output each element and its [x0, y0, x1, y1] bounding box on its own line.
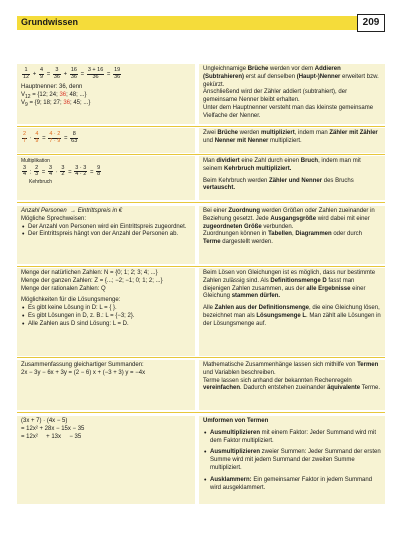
set-z: Menge der ganzen Zahlen: Z = {...; −2; −1; 0; 1; 2; ...} [21, 277, 163, 284]
list-item: • Der Eintrittspreis hängt von der Anzahl der Personen ab. [21, 231, 191, 239]
rule-panel: Zwei Brüche werden multipliziert, indem man Zähler mit Zähler und Nenner mit Nenner multipliziert. [199, 128, 385, 153]
label-multiplication: Multiplikation [21, 158, 50, 164]
multiples-9: $V_9 = \{9$; 18; 27; 36; 45; ...} [21, 100, 91, 109]
set-q: Menge der rationalen Zahlen: Q [21, 285, 106, 292]
example-panel: $\frac{2}{7}$ · $\frac{4}{9}$ = $\frac{4 \cdot 2}{7 \cdot 9}$ = $\frac{8}{63}$ [17, 128, 195, 153]
mapping-example: Anzahl Personen → Eintrittspreis in € [21, 208, 123, 214]
summary-title: Zusammenfassung gleichartiger Summanden: [21, 362, 144, 368]
list-item: • Es gibt Lösungen in D, z. B.: L = {−3; 2}. [21, 313, 191, 321]
rule-panel: Bei einer Zuordnung werden Größen oder Zahlen zueinander in Beziehung gesetzt. Jede Ausgangsgröße wird dabei mit einer zugeordneten Größe verbunden. Zuordnungen können in Tabellen, Diagrammen oder durch Terme dargestellt werden. [199, 206, 385, 264]
rule-panel [199, 416, 385, 504]
page-title: Grundwissen [21, 17, 79, 27]
fraction-division-formula: $\frac{3}{4}$ : $\frac{2}{3}$ = $\frac{3}{4}$ · $\frac{3}{2}$ = $\frac{3 \cdot 3}{4 \cdot 2}$ = $\frac{9}{8}$ [23, 164, 101, 177]
example-panel [17, 268, 195, 356]
summary-formula: 2x − 3y − 6x + 3y = (2 − 6) x + (−3 + 3) y = −4x [21, 369, 146, 376]
section-zuordnung [17, 206, 385, 264]
list-item: • Es gibt keine Lösung in D: L = { }. [21, 305, 191, 313]
page-number: 209 [357, 14, 385, 32]
speech-list [21, 224, 191, 240]
list-item: • Der Anzahl von Personen wird ein Eintrittspreis zugeordnet. [21, 224, 191, 232]
section-fraction-multiplication [17, 128, 385, 153]
list-item: • Alle Zahlen aus D sind Lösung: L = D. [21, 321, 191, 329]
solution-intro: Möglichkeiten für die Lösungsmenge: [21, 297, 121, 304]
rule-panel: Man dividiert eine Zahl durch einen Bruch, indem man mit seinem Kehrbruch multipliziert. Beim Kehrbruch werden Zähler und Nenner des Bruchs vertauscht. [199, 156, 385, 200]
example-panel [17, 64, 195, 124]
fraction-addition-formula: $\frac{1}{12}$ + $\frac{4}{9}$ = $\frac{3}{36}$ + $\frac{16}{36}$ = $\frac{3 + 16}{36}$ = $\frac{19}{36}$ [23, 67, 121, 80]
mapping-target: Eintrittspreis in € [77, 208, 123, 214]
example-panel [17, 156, 195, 200]
mapping-source: Anzahl Personen [21, 208, 67, 214]
section-sets [17, 268, 385, 356]
set-n: Menge der natürlichen Zahlen: N = {0; 1; 2; 3; 4; ...} [21, 270, 158, 276]
example-panel [17, 360, 195, 410]
label-reciprocal: Kehrbruch [29, 178, 53, 185]
hauptnenner-text: Hauptnenner: 36, denn [21, 84, 83, 90]
section-fraction-addition [17, 64, 385, 124]
multiples-12: $V_{12} = \{12$; 24; 36; 48; ...} [21, 91, 87, 100]
speech-intro: Mögliche Sprechweisen: [21, 215, 87, 222]
expand-title: Umformen von Termen [203, 418, 269, 424]
example-panel [17, 416, 195, 504]
expand-line-2: = 12x² + 28x − 15x − 35 [21, 425, 85, 432]
rule-panel: Beim Lösen von Gleichungen ist es möglich, dass nur bestimmte Zahlen zulässig sind. Als Definitionsmenge D fasst man diejenigen Zahlen zusammen, aus der alle Ergebnisse einer Gleichung stammen dürfen. Alle Zahlen aus der Definitionsmenge, die eine Gleichung lösen, bezeichnet man als Lösungsmenge L. Man zählt alle Lösungen in der Lösungsmenge auf. [199, 268, 385, 356]
solution-list [21, 305, 191, 328]
expand-list [203, 430, 381, 493]
page-header [17, 16, 385, 30]
section-terms [17, 360, 385, 410]
section-expanding [17, 416, 385, 504]
list-item: • Ausmultiplizieren mit einem Faktor: Jeder Summand wird mit dem Faktor multipliziert. [203, 430, 381, 446]
list-item: • Ausklammern: Ein gemeinsamer Faktor in jedem Summand wird ausgeklammert. [203, 477, 381, 493]
section-fraction-division [17, 156, 385, 200]
rule-panel: Ungleichnamige Brüche werden vor dem Addieren (Subtrahieren) erst auf denselben (Haupt-)Nenner erweitert bzw. gekürzt. Anschließend wird der Zähler addiert (subtrahiert), der gemeinsame Nenner bleibt erhalten. Unter dem Hauptnenner versteht man das kleinste gemeinsame Vielfache der Nenner. [199, 64, 385, 124]
rule-panel: Mathematische Zusammenhänge lassen sich mithilfe von Termen und Variablen beschreiben. Terme lassen sich anhand der bekannten Rechenregeln vereinfachen. Dadurch entstehen zueinander äquivalente Terme. [199, 360, 385, 410]
list-item: • Ausmultiplizieren zweier Summen: Jeder Summand der ersten Summe wird mit jedem Summand der zweiten Summe multipliziert. [203, 449, 381, 472]
expand-line-3: = 12x² + 13x − 35 [21, 433, 82, 440]
example-panel [17, 206, 195, 264]
expand-line-1: (3x + 7) · (4x − 5) [21, 418, 68, 424]
